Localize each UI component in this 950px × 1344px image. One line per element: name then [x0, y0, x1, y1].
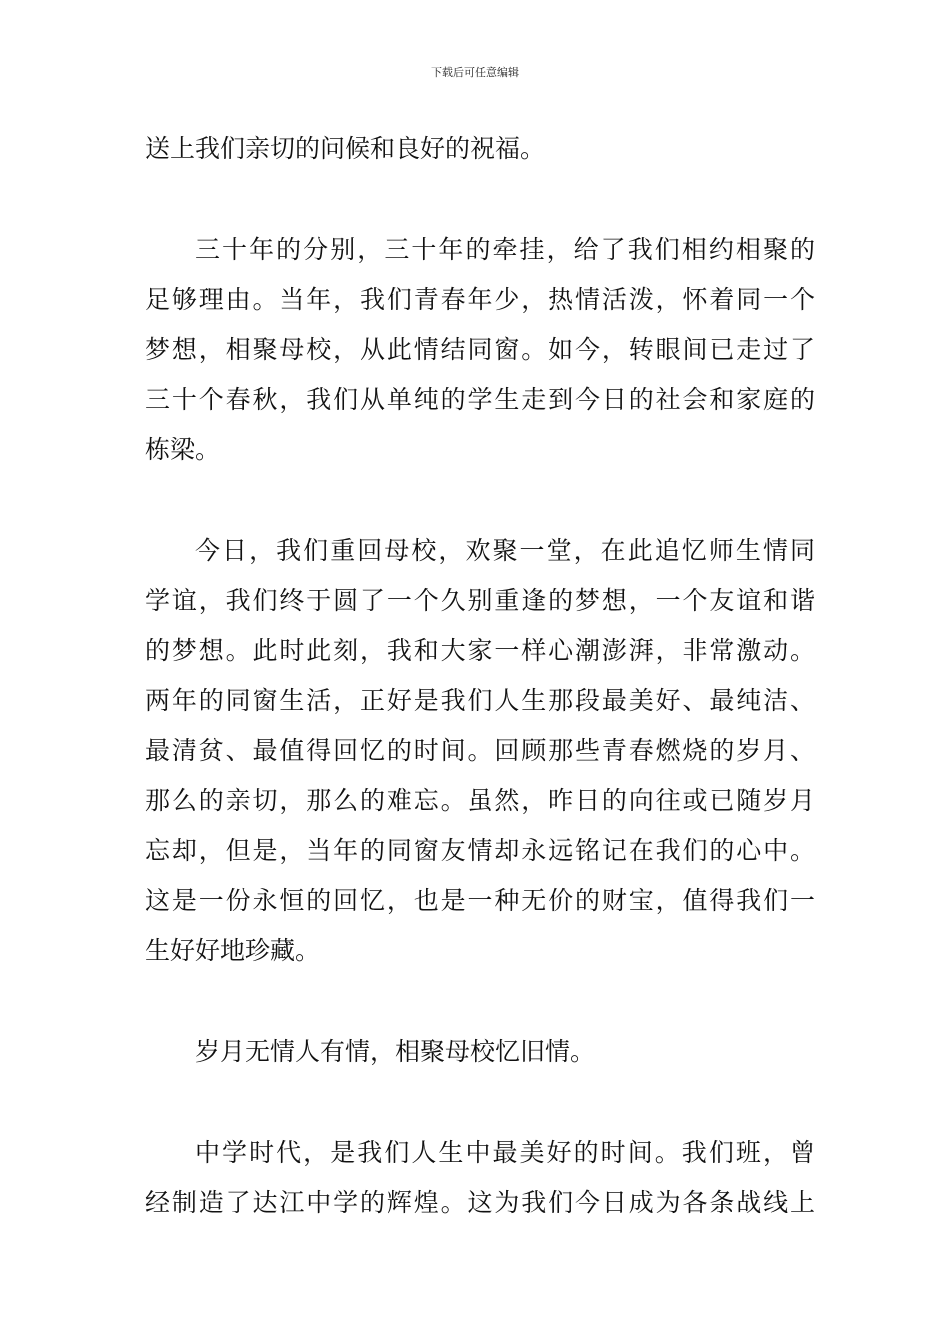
text-line: 栋梁。 — [145, 435, 221, 464]
page-header: 下载后可任意编辑 — [431, 66, 519, 79]
text-line: 岁月无情人有情，相聚母校忆旧情。 — [195, 1037, 596, 1066]
paragraph-gap — [145, 475, 815, 526]
text-line: 中学时代，是我们人生中最美好的时间。我们班，曾 — [195, 1138, 815, 1167]
text-line: 生好好地珍藏。 — [145, 936, 321, 965]
text-line: 两年的同窗生活，正好是我们人生那段最美好、最纯洁、 — [145, 686, 815, 715]
paragraph-gap — [145, 174, 815, 225]
text-line: 学谊，我们终于圆了一个久别重逢的梦想，一个友谊和谐 — [145, 586, 815, 615]
text-line: 三十个春秋，我们从单纯的学生走到今日的社会和家庭的 — [145, 385, 815, 414]
paragraph-5 — [145, 1128, 815, 1228]
text-line: 今日，我们重回母校，欢聚一堂，在此追忆师生情同 — [195, 536, 815, 565]
text-line: 梦想，相聚母校，从此情结同窗。如今，转眼间已走过了 — [145, 335, 815, 364]
text-line: 那么的亲切，那么的难忘。虽然，昨日的向往或已随岁月 — [145, 786, 815, 815]
paragraph-3 — [145, 526, 815, 976]
text-line: 最清贫、最值得回忆的时间。回顾那些青春燃烧的岁月、 — [145, 736, 815, 765]
paragraph-1 — [145, 124, 815, 174]
document-body — [145, 124, 815, 1228]
text-line: 的梦想。此时此刻，我和大家一样心潮澎湃，非常激动。 — [145, 636, 815, 665]
text-line: 忘却，但是，当年的同窗友情却永远铭记在我们的心中。 — [145, 836, 815, 865]
text-line: 足够理由。当年，我们青春年少，热情活泼，怀着同一个 — [145, 285, 815, 314]
text-line: 经制造了达江中学的辉煌。这为我们今日成为各条战线上 — [145, 1188, 815, 1217]
paragraph-2 — [145, 225, 815, 475]
paragraph-gap — [145, 1077, 815, 1128]
paragraph-gap — [145, 976, 815, 1027]
text-line: 三十年的分别，三十年的牵挂，给了我们相约相聚的 — [195, 235, 815, 264]
paragraph-4 — [145, 1027, 815, 1077]
text-line: 这是一份永恒的回忆，也是一种无价的财宝，值得我们一 — [145, 886, 815, 915]
text-line: 送上我们亲切的问候和良好的祝福。 — [145, 134, 546, 163]
